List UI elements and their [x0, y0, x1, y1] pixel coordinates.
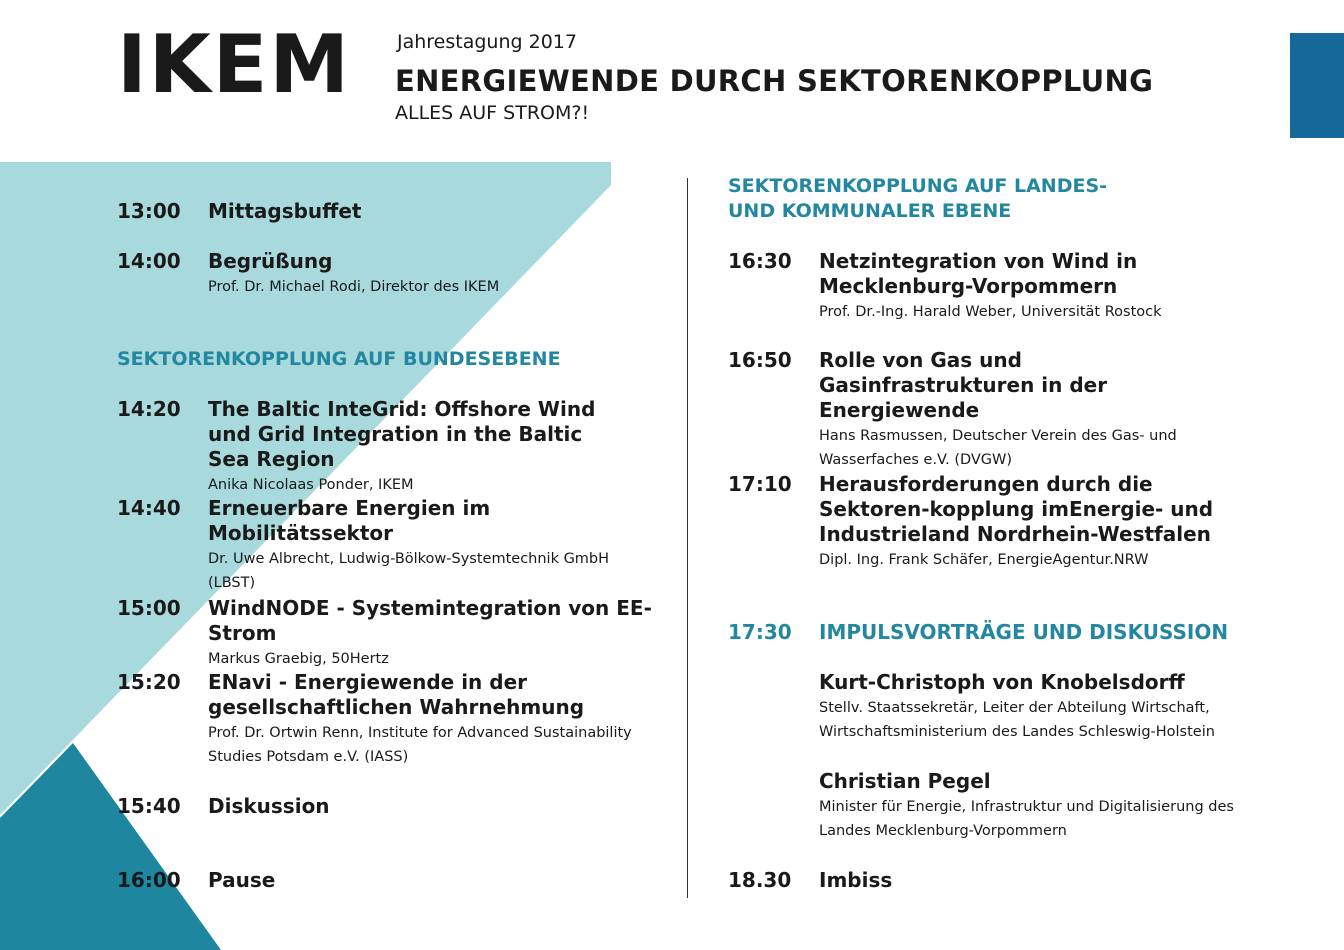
agenda-speaker: Anika Nicolaas Ponder, IKEM: [208, 477, 414, 493]
agenda-speaker: Hans Rasmussen, Deutscher Verein des Gas- und Wasserfaches e.V. (DVGW): [819, 428, 1177, 468]
agenda-time: 13:00: [117, 199, 181, 223]
section-heading: SEKTORENKOPPLUNG AUF BUNDESEBENE: [117, 348, 561, 370]
agenda-time: 15:00: [117, 596, 181, 620]
impulse-title: IMPULSVORTRÄGE UND DISKUSSION: [819, 620, 1229, 644]
column-divider: [687, 178, 688, 898]
agenda-time: 17:10: [728, 472, 792, 496]
agenda-time: 18.30: [728, 868, 792, 892]
event-subtitle: ALLES AUF STROM?!: [395, 102, 590, 124]
corner-accent-block: [1290, 33, 1344, 138]
agenda-title: Netzintegration von Wind in Mecklenburg-Vorpommern: [819, 249, 1138, 298]
agenda-time: 16:00: [117, 868, 181, 892]
agenda-title: Herausforderungen durch die Sektoren-kopplung imEnergie- und Industrieland Nordrhein-Westfalen: [819, 472, 1214, 546]
agenda-speaker: Markus Graebig, 50Hertz: [208, 651, 389, 667]
speaker-role: Minister für Energie, Infrastruktur und Digitalisierung des Landes Mecklenburg-Vorpommern: [819, 799, 1234, 839]
event-year: Jahrestagung 2017: [397, 31, 577, 53]
agenda-title: The Baltic InteGrid: Offshore Wind und Grid Integration in the Baltic Sea Region: [208, 397, 596, 471]
agenda-title: ENavi - Energiewende in der gesellschaftlichen Wahrnehmung: [208, 670, 585, 719]
agenda-title: Diskussion: [208, 794, 330, 818]
event-title: ENERGIEWENDE DURCH SEKTORENKOPPLUNG: [395, 64, 1154, 98]
speaker-role: Stellv. Staatssekretär, Leiter der Abteilung Wirtschaft, Wirtschaftsministerium des Landes Schleswig-Holstein: [819, 700, 1215, 740]
agenda-time: 16:30: [728, 249, 792, 273]
agenda-speaker: Dr. Uwe Albrecht, Ludwig-Bölkow-Systemtechnik GmbH (LBST): [208, 551, 610, 591]
agenda-speaker: Prof. Dr. Ortwin Renn, Institute for Advanced Sustainability Studies Potsdam e.V. (IASS): [208, 725, 632, 765]
agenda-title: Rolle von Gas und Gasinfrastrukturen in der Energiewende: [819, 348, 1108, 422]
agenda-speaker: Prof. Dr. Michael Rodi, Direktor des IKEM: [208, 279, 500, 295]
agenda-time: 15:20: [117, 670, 181, 694]
agenda-title: WindNODE - Systemintegration von EE-Strom: [208, 596, 652, 645]
impulse-time: 17:30: [728, 620, 792, 644]
speaker-name: Christian Pegel: [819, 769, 991, 793]
section-heading: SEKTORENKOPPLUNG AUF LANDES- UND KOMMUNALER EBENE: [728, 175, 1108, 222]
agenda-time: 15:40: [117, 794, 181, 818]
agenda-speaker: Dipl. Ing. Frank Schäfer, EnergieAgentur.NRW: [819, 552, 1149, 568]
agenda-time: 14:20: [117, 397, 181, 421]
agenda-title: Mittagsbuffet: [208, 199, 362, 223]
ikem-logo: IKEM: [117, 18, 352, 111]
agenda-title: Begrüßung: [208, 249, 333, 273]
agenda-title: Pause: [208, 868, 276, 892]
speaker-name: Kurt-Christoph von Knobelsdorff: [819, 670, 1185, 694]
agenda-time: 14:40: [117, 496, 181, 520]
agenda-time: 16:50: [728, 348, 792, 372]
agenda-time: 14:00: [117, 249, 181, 273]
agenda-title: Erneuerbare Energien im Mobilitätssektor: [208, 496, 491, 545]
agenda-speaker: Prof. Dr.-Ing. Harald Weber, Universität Rostock: [819, 304, 1162, 320]
agenda-title: Imbiss: [819, 868, 893, 892]
